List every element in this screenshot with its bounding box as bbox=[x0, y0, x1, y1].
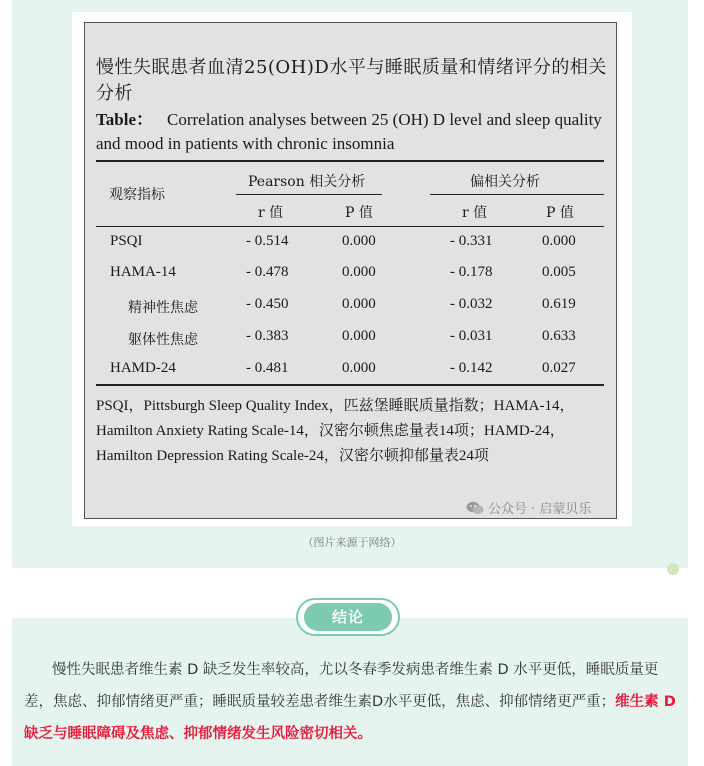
row-p-partial: 0.000 bbox=[542, 233, 576, 249]
partial-underline bbox=[430, 194, 604, 195]
row-name: HAMD-24 bbox=[110, 360, 176, 376]
wechat-icon bbox=[466, 501, 484, 515]
table-title-en-text: Correlation analyses between 25 (OH) D level and sleep quality and mood in patients with chronic insomnia bbox=[96, 110, 602, 153]
watermark bbox=[466, 498, 591, 517]
table-label: Table： bbox=[96, 110, 154, 129]
row-name: HAMA-14 bbox=[110, 264, 176, 280]
row-p-pearson: 0.000 bbox=[342, 264, 376, 280]
header-r-partial: r 值 bbox=[462, 205, 488, 221]
header-pearson: Pearson 相关分析 bbox=[248, 174, 366, 190]
header-p-partial: P 值 bbox=[546, 205, 574, 221]
row-p-pearson: 0.000 bbox=[342, 296, 376, 312]
row-r-partial: - 0.032 bbox=[450, 296, 493, 312]
row-r-pearson: - 0.514 bbox=[246, 233, 289, 249]
table-bottom-rule bbox=[96, 384, 604, 386]
pearson-underline bbox=[236, 194, 382, 195]
header-indicator: 观察指标 bbox=[109, 187, 165, 203]
row-p-partial: 0.619 bbox=[542, 296, 576, 312]
row-name: 躯体性焦虑 bbox=[128, 332, 198, 348]
header-p-pearson: P 值 bbox=[345, 205, 373, 221]
image-caption: （图片来源于网络） bbox=[302, 536, 402, 549]
section-badge: 结论 bbox=[331, 608, 364, 626]
conclusion-paragraph bbox=[24, 654, 680, 750]
row-p-partial: 0.027 bbox=[542, 360, 576, 376]
row-r-partial: - 0.142 bbox=[450, 360, 493, 376]
row-r-partial: - 0.178 bbox=[450, 264, 493, 280]
row-r-partial: - 0.331 bbox=[450, 233, 493, 249]
row-r-pearson: - 0.481 bbox=[246, 360, 289, 376]
row-name: PSQI bbox=[110, 233, 143, 249]
row-p-pearson: 0.000 bbox=[342, 233, 376, 249]
header-r-pearson: r 值 bbox=[258, 205, 284, 221]
table-header-rule bbox=[96, 226, 604, 227]
row-r-pearson: - 0.383 bbox=[246, 328, 289, 344]
row-r-partial: - 0.031 bbox=[450, 328, 493, 344]
row-r-pearson: - 0.478 bbox=[246, 264, 289, 280]
conclusion-text: 慢性失眠患者维生素 D 缺乏发生率较高，尤以冬春季发病患者维生素 D 水平更低，睡眠质量更差，焦虑、抑郁情绪更严重；睡眠质量较差患者维生素D水平更低，焦虑、抑郁情绪更严重； bbox=[24, 662, 659, 710]
row-name: 精神性焦虑 bbox=[128, 300, 198, 316]
decorative-dot bbox=[667, 563, 679, 575]
row-p-partial: 0.005 bbox=[542, 264, 576, 280]
table-title-zh: 慢性失眠患者血清25(OH)D水平与睡眠质量和情绪评分的相关分析 bbox=[96, 57, 607, 104]
table-footnote: PSQI，Pittsburgh Sleep Quality Index，匹兹堡睡眠质量指数；HAMA-14，Hamilton Anxiety Rating Scale-14，汉密尔顿焦虑量表14项；HAMD-24，Hamilton Depression Rating Scale-24，汉密尔顿抑郁量表24项 bbox=[96, 398, 575, 464]
row-p-pearson: 0.000 bbox=[342, 328, 376, 344]
conclusion-highlight: 维生素 D 缺乏与睡眠障碍及焦虑、抑郁情绪发生风险密切相关。 bbox=[24, 694, 676, 742]
table-top-rule bbox=[96, 160, 604, 162]
row-p-pearson: 0.000 bbox=[342, 360, 376, 376]
table-title-en bbox=[96, 108, 611, 156]
row-r-pearson: - 0.450 bbox=[246, 296, 289, 312]
watermark-text: 公众号 · 启蒙贝乐 bbox=[488, 502, 592, 517]
row-p-partial: 0.633 bbox=[542, 328, 576, 344]
header-partial: 偏相关分析 bbox=[470, 174, 540, 190]
